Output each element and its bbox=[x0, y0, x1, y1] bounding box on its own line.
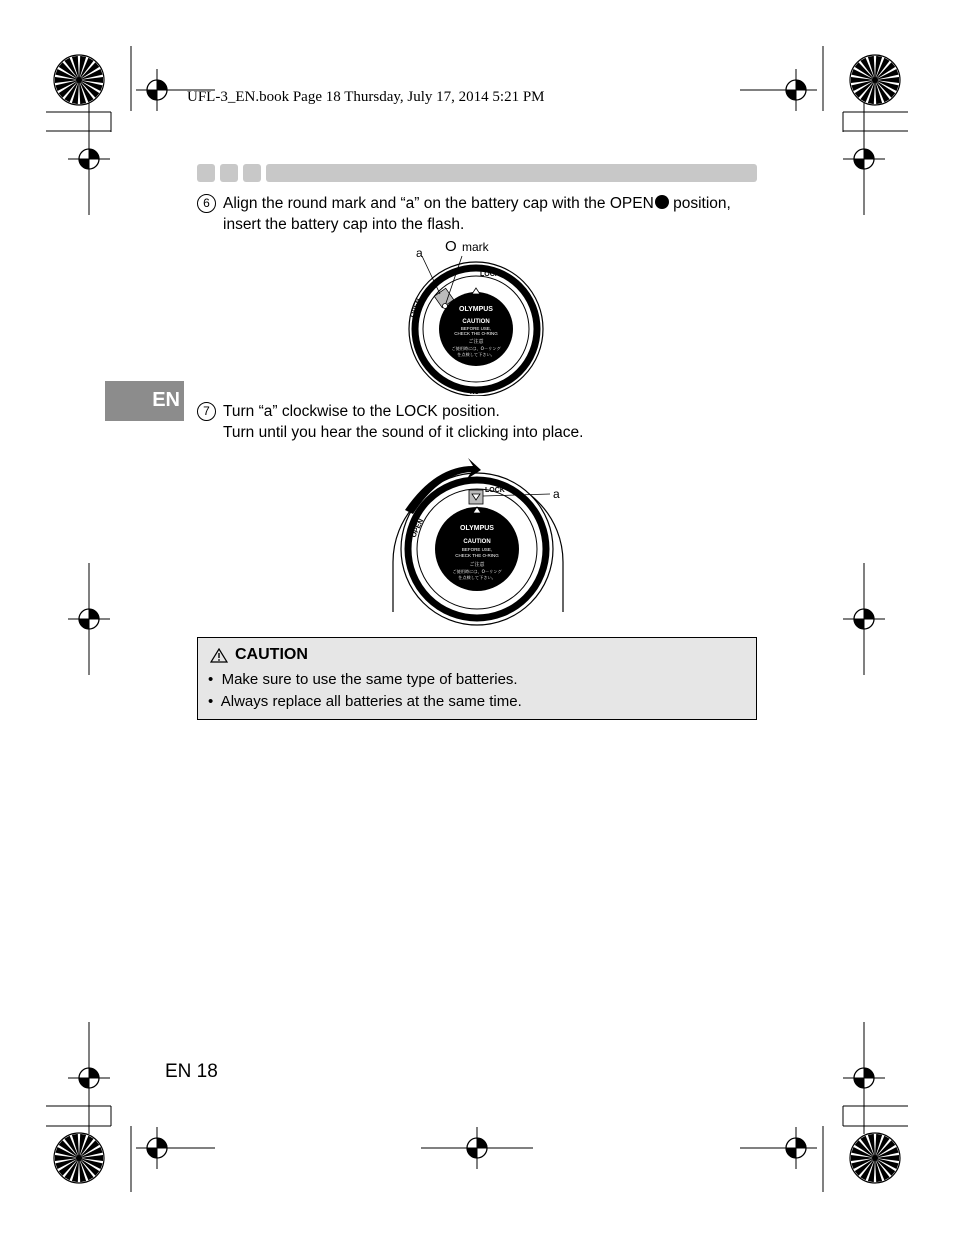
label-o: O bbox=[445, 238, 457, 255]
brand-logo: OLYMPUS bbox=[459, 306, 493, 313]
page-number: EN 18 bbox=[165, 1061, 218, 1082]
step-number: 7 bbox=[197, 402, 216, 421]
caution-jp-title: ご注意 bbox=[468, 339, 484, 345]
caution-jp-line-2: を点検して下さい。 bbox=[458, 575, 496, 580]
step-number: 6 bbox=[197, 194, 216, 213]
caution-box bbox=[197, 637, 757, 720]
step-7-line-2: Turn until you hear the sound of it clicking into place. bbox=[223, 424, 584, 441]
section-indicator-bar bbox=[197, 164, 757, 182]
list-item: • Always replace all batteries at the same time. bbox=[208, 693, 522, 710]
step-7-text bbox=[223, 401, 583, 443]
battery-cap-figure-open bbox=[400, 236, 560, 396]
filled-circle-icon bbox=[655, 195, 669, 209]
ring-rc-text: RC bbox=[470, 390, 479, 396]
step-6-line-2: insert the battery cap into the flash. bbox=[223, 216, 465, 233]
indicator-square bbox=[220, 164, 238, 182]
indicator-square bbox=[197, 164, 215, 182]
caution-list bbox=[208, 669, 522, 713]
label-a: a bbox=[553, 487, 560, 501]
caution-line-2: CHECK THE O-RING bbox=[454, 331, 498, 336]
ring-lock-text: LOCK bbox=[485, 487, 505, 494]
list-item: • Make sure to use the same type of batteries. bbox=[208, 671, 518, 688]
caution-jp-line-1: ご使用時には、O－リング bbox=[451, 346, 501, 351]
caution-jp-title: ご注意 bbox=[469, 562, 485, 568]
ring-open-text: OPEN bbox=[409, 297, 423, 319]
battery-cap-figure-lock bbox=[385, 452, 575, 627]
caution-line-1: BEFORE USE, bbox=[461, 547, 493, 552]
indicator-bar bbox=[266, 164, 757, 182]
ring-open-text: OPEN bbox=[410, 517, 426, 539]
caution-label: CAUTION bbox=[463, 539, 491, 545]
ring-rc-text: RC bbox=[469, 617, 478, 623]
brand-logo: OLYMPUS bbox=[460, 525, 494, 532]
battery-cap-lock-illustration bbox=[385, 452, 575, 627]
caution-jp-line-2: を点検して下さい。 bbox=[457, 352, 495, 357]
battery-cap-open-illustration bbox=[400, 236, 560, 396]
step-7-line-1: Turn “a” clockwise to the LOCK position. bbox=[223, 403, 500, 420]
caution-line-1: BEFORE USE, bbox=[460, 326, 492, 331]
indicator-square bbox=[243, 164, 261, 182]
caution-title-text: CAUTION bbox=[235, 646, 308, 663]
language-tab bbox=[105, 381, 184, 421]
caution-label: CAUTION bbox=[462, 319, 490, 325]
caution-title bbox=[210, 646, 308, 664]
label-mark: mark bbox=[462, 240, 489, 254]
step-6-line-1: Align the round mark and “a” on the battery cap with the OPEN position, bbox=[223, 195, 731, 212]
label-a: a bbox=[416, 246, 423, 260]
file-info-header: UFL-3_EN.book Page 18 Thursday, July 17, 2014 5:21 PM bbox=[187, 89, 545, 105]
step-6-text bbox=[223, 193, 731, 235]
language-tab-label: EN bbox=[152, 389, 180, 411]
caution-line-2: CHECK THE O-RING bbox=[455, 553, 499, 558]
ring-lock-text: LOCK bbox=[480, 271, 500, 278]
caution-jp-line-1: ご使用時には、O－リング bbox=[452, 569, 502, 574]
warning-triangle-icon bbox=[210, 648, 228, 663]
